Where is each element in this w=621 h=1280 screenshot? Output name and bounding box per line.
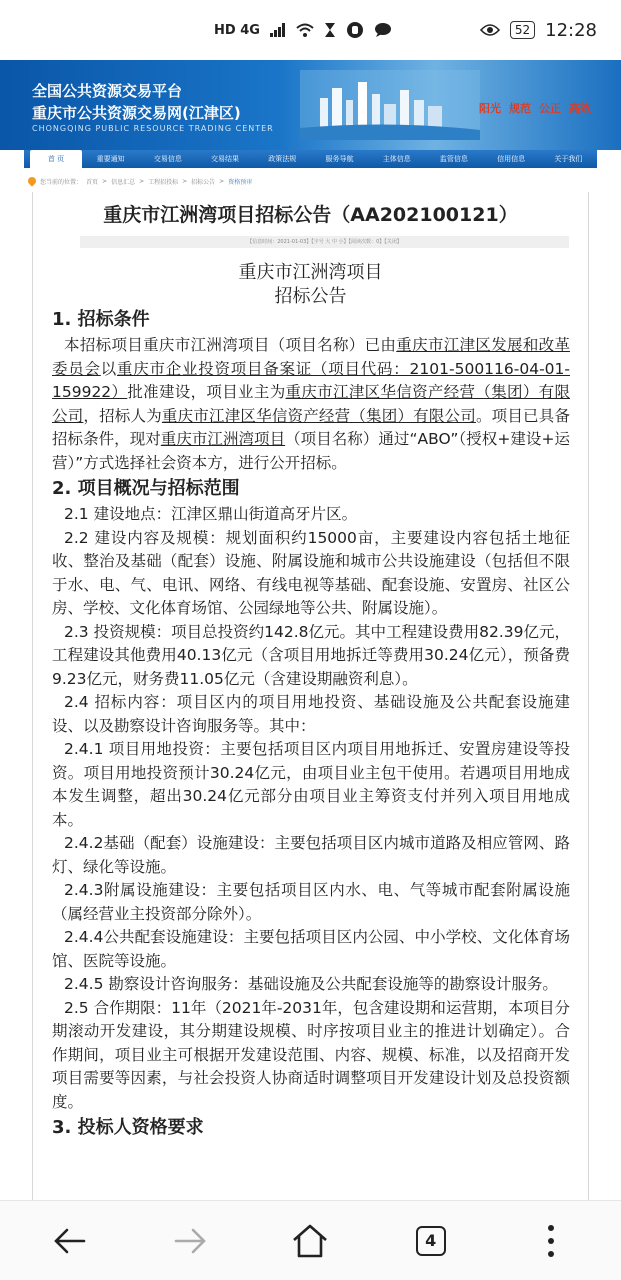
nav-service-guide[interactable]: 服务导航 bbox=[325, 155, 354, 163]
battery-indicator: 52 bbox=[510, 21, 535, 39]
arrow-left-icon bbox=[52, 1223, 88, 1259]
paragraph-2-4: 2.4 招标内容：项目区内的项目用地投资、基础设施及公共配套设施建设、以及勘察设计咨询服务等。其中： bbox=[52, 693, 570, 735]
signal-icon bbox=[270, 23, 286, 37]
paragraph-bidding-conditions: 本招标项目重庆市江洲湾项目（项目名称）已由重庆市江津区发展和改革委员会以重庆市企业投资项目备案证（项目代码：2101-500116-04-01-159922）批准建设，项目业主为重庆市江津区华信资产经营（集团）有限公司，招标人为重庆市江津区华信资产经营（集团）有限公司。项目已具备招标条件，现对重庆市江洲湾项目（项目名称）通过“ABO”（授权+建设+运营）”方式选择社会资本方，进行公开招标。 bbox=[52, 336, 570, 472]
slogan-4: 高效 bbox=[569, 102, 591, 115]
tabs-button[interactable] bbox=[401, 1211, 461, 1271]
home-button[interactable] bbox=[280, 1211, 340, 1271]
site-banner bbox=[0, 60, 621, 150]
breadcrumb-prefix: 您当前的位置： bbox=[40, 178, 83, 186]
banner-title-line1: 全国公共资源交易平台 bbox=[32, 82, 183, 100]
hourglass-icon bbox=[324, 22, 336, 38]
status-left bbox=[214, 21, 392, 39]
paragraph-2-4-2: 2.4.2基础（配套）设施建设：主要包括项目区内城市道路及相应管网、路灯、绿化等设施。 bbox=[52, 834, 570, 876]
wifi-icon bbox=[296, 23, 314, 37]
section-heading-3: 3. 投标人资格要求 bbox=[52, 1117, 204, 1138]
hand-icon bbox=[346, 21, 364, 39]
clock: 12:28 bbox=[545, 19, 597, 41]
nav-important-notice[interactable]: 重要通知 bbox=[96, 155, 125, 163]
breadcrumb-item[interactable]: 首页 bbox=[86, 178, 99, 186]
back-button[interactable] bbox=[40, 1211, 100, 1271]
menu-button[interactable] bbox=[521, 1211, 581, 1271]
message-icon bbox=[374, 22, 392, 38]
arrow-right-icon bbox=[172, 1223, 208, 1259]
paragraph-2-4-5: 2.4.5 勘察设计咨询服务：基础设施及公共配套设施等的勘察设计服务。 bbox=[64, 975, 558, 993]
article-meta: 【信息时间：2021-01-03】【字号 大 中 小】【阅读次数：0】【关闭】 bbox=[80, 236, 569, 248]
nav-credit[interactable]: 信用信息 bbox=[497, 155, 526, 163]
main-nav bbox=[24, 150, 597, 168]
paragraph-2-4-1: 2.4.1 项目用地投资：主要包括项目区内项目用地拆迁、安置房建设等投资。项目用地投资预计30.24亿元，由项目业主包干使用。若遇项目用地成本发生调整，超出30.24亿元部分由项目业主筹资支付并列入项目用地成本。 bbox=[52, 740, 570, 829]
status-right bbox=[480, 20, 597, 41]
page-title: 重庆市江洲湾项目招标公告（AA202100121） bbox=[103, 204, 518, 226]
document-subtitle-line1: 重庆市江洲湾项目 bbox=[238, 262, 383, 283]
document-subtitle-line2: 招标公告 bbox=[274, 286, 347, 307]
section-heading-2: 2. 项目概况与招标范围 bbox=[52, 478, 240, 499]
paragraph-2-5: 2.5 合作期限：11年（2021年-2031年，包含建设期和运营期，本项目分期滚动开发建设，其分期建设规模、时序按项目业主的推进计划确定）。合作期间，项目业主可根据开发建设范围、内容、规模、标准，以及招商开发项目需要等因素，与社会投资人协商适时调整项目开发建设计划及总投资额度。 bbox=[52, 998, 570, 1111]
slogan-3: 公正 bbox=[539, 102, 561, 115]
status-bar bbox=[0, 0, 621, 60]
tab-count: 4 bbox=[416, 1226, 446, 1256]
nav-about[interactable]: 关于我们 bbox=[554, 155, 583, 163]
nav-policies[interactable]: 政策法规 bbox=[268, 155, 297, 163]
nav-entity-info[interactable]: 主体信息 bbox=[382, 155, 411, 163]
nav-trade-info[interactable]: 交易信息 bbox=[153, 155, 182, 163]
document-body bbox=[52, 306, 570, 1142]
paragraph-2-3: 2.3 投资规模：项目总投资约142.8亿元。其中工程建设费用82.39亿元，工程建设其他费用40.13亿元（含项目用地拆迁等费用30.24亿元），预备费9.23亿元，财务费11.05亿元（含建设期融资利息）。 bbox=[52, 622, 570, 688]
breadcrumb-item[interactable]: 信息汇总 bbox=[111, 178, 136, 186]
slogan-1: 阳光 bbox=[479, 102, 501, 115]
nav-supervision[interactable]: 监管信息 bbox=[439, 155, 468, 163]
location-pin-icon bbox=[26, 175, 37, 186]
paragraph-2-1: 2.1 建设地点：江津区鼎山街道高牙片区。 bbox=[64, 505, 358, 523]
section-heading-1: 1. 招标条件 bbox=[52, 309, 150, 330]
slogan-2: 规范 bbox=[509, 102, 531, 115]
breadcrumb-item[interactable]: 招标公告 bbox=[191, 178, 216, 186]
breadcrumb: 您当前的位置： 首页 > 信息汇总 > 工程招投标 > 招标公告 > 资格预审 bbox=[28, 172, 593, 190]
nav-home[interactable]: 首 页 bbox=[30, 150, 82, 168]
city-skyline-image bbox=[300, 70, 480, 140]
network-indicator: HD 4G bbox=[214, 22, 260, 38]
forward-button[interactable] bbox=[160, 1211, 220, 1271]
home-icon bbox=[291, 1223, 329, 1259]
paragraph-2-4-3: 2.4.3附属设施建设：主要包括项目区内水、电、气等城市配套附属设施（属经营业主投资部分除外）。 bbox=[52, 881, 570, 923]
paragraph-2-4-4: 2.4.4公共配套设施建设：主要包括项目区内公园、中小学校、文化体育场馆、医院等设施。 bbox=[52, 928, 570, 970]
breadcrumb-current[interactable]: 资格预审 bbox=[228, 178, 253, 186]
eye-icon bbox=[480, 23, 500, 37]
browser-toolbar bbox=[0, 1200, 621, 1280]
more-vertical-icon bbox=[546, 1224, 556, 1258]
banner-subtitle: CHONGQING PUBLIC RESOURCE TRADING CENTER bbox=[32, 124, 274, 133]
nav-trade-results[interactable]: 交易结果 bbox=[211, 155, 240, 163]
breadcrumb-item[interactable]: 工程招投标 bbox=[148, 178, 179, 186]
paragraph-2-2: 2.2 建设内容及规模：规划面积约15000亩，主要建设内容包括土地征收、整治及基础（配套）设施、附属设施和城市公共设施建设（包括但不限于水、电、气、电讯、网络、有线电视等基础、配套设施、安置房、社区公房、学校、文化体育场馆、公园绿地等公共、附属设施）。 bbox=[52, 528, 570, 617]
banner-title-line2: 重庆市公共资源交易网(江津区) bbox=[32, 104, 241, 122]
banner-slogans bbox=[479, 100, 591, 116]
